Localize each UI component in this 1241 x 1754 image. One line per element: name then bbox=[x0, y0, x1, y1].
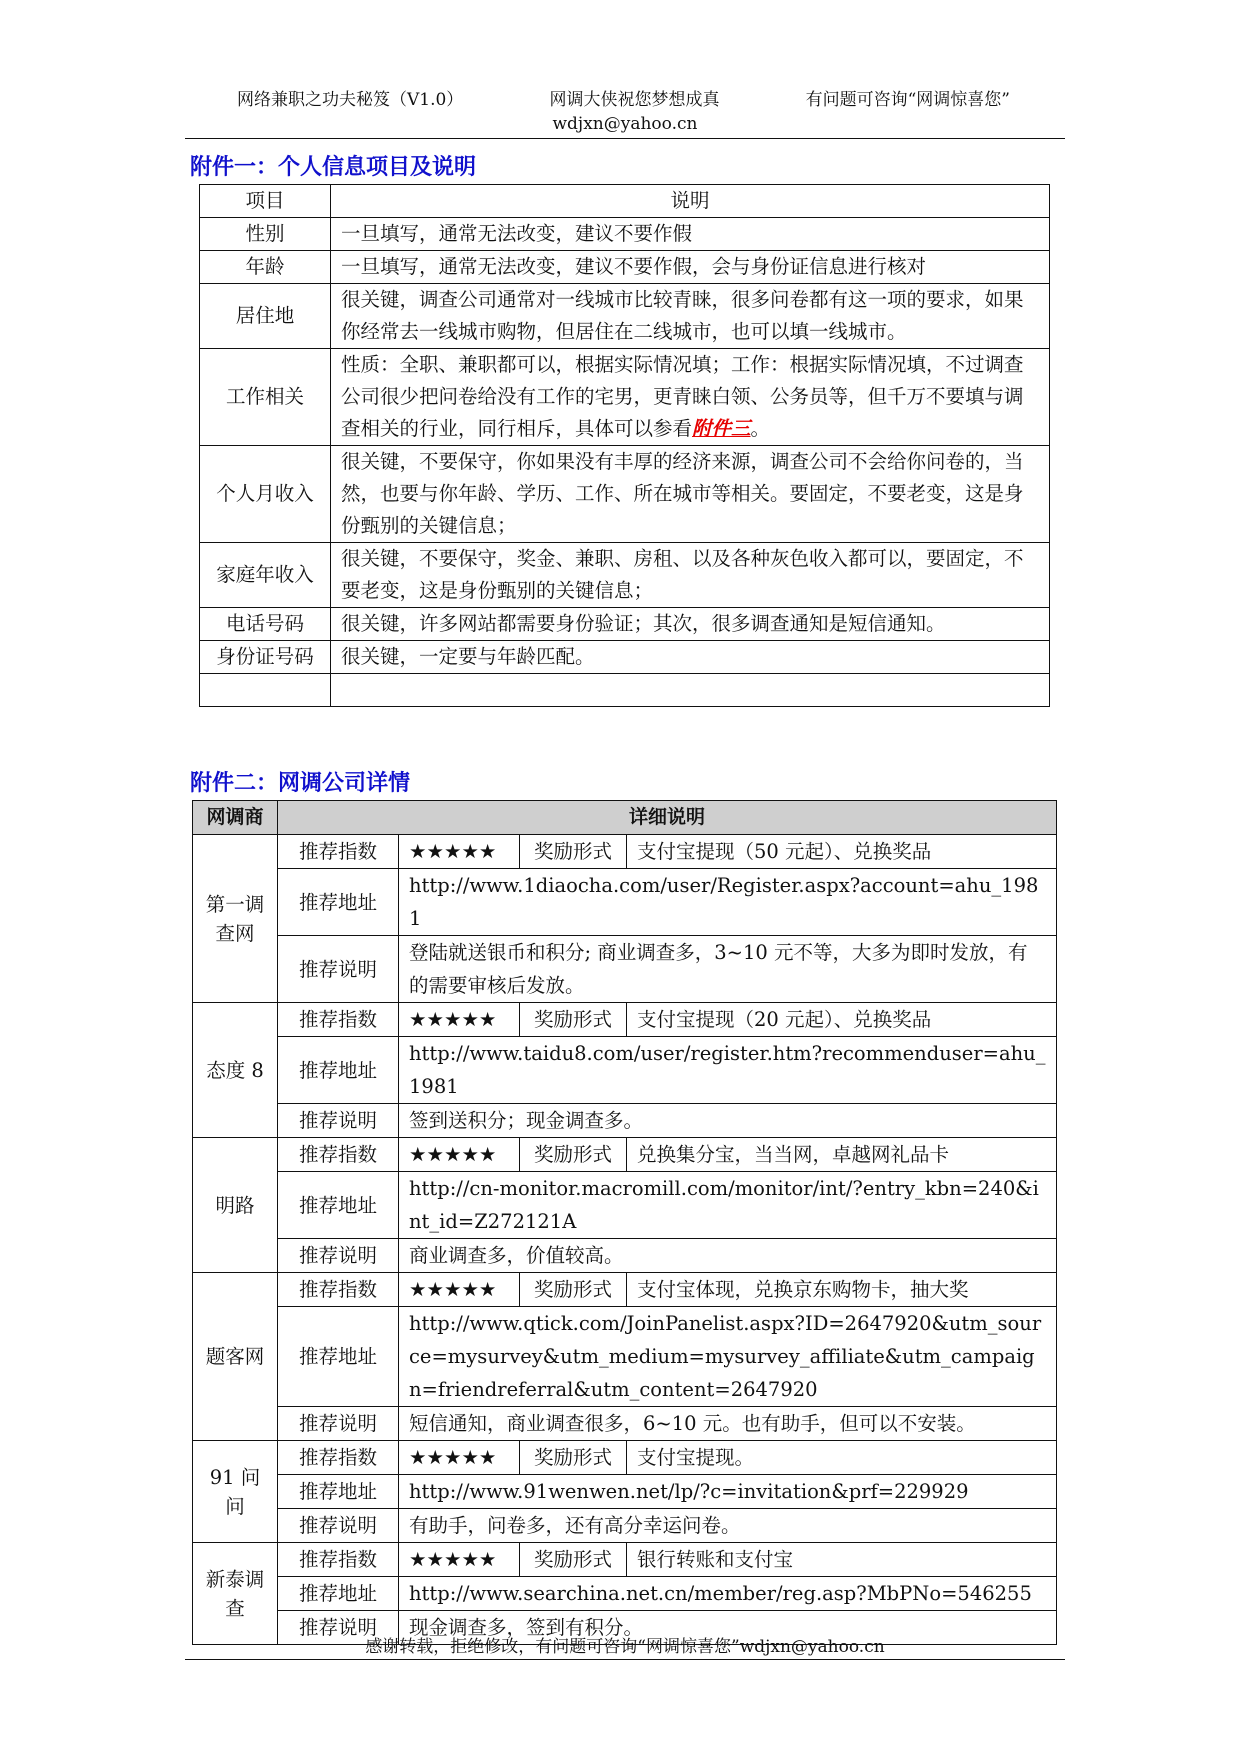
label-note: 推荐说明 bbox=[278, 1611, 399, 1645]
reward-type: 兑换集分宝，当当网，卓越网礼品卡 bbox=[627, 1138, 1057, 1172]
row-desc: 很关键，许多网站都需要身份验证；其次，很多调查通知是短信通知。 bbox=[331, 608, 1050, 641]
reward-type: 支付宝提现（20 元起）、兑换奖品 bbox=[627, 1003, 1057, 1037]
label-note: 推荐说明 bbox=[278, 1239, 399, 1273]
vendor-url[interactable]: http://www.searchina.net.cn/member/reg.asp?MbPNo=546255 bbox=[399, 1577, 1057, 1611]
vendor-rating-row bbox=[193, 835, 1057, 869]
label-url: 推荐地址 bbox=[278, 1307, 399, 1407]
label-note: 推荐说明 bbox=[278, 1509, 399, 1543]
vendor-url[interactable]: http://cn-monitor.macromill.com/monitor/int/?entry_kbn=240&int_id=Z272121A bbox=[399, 1172, 1057, 1239]
vendor-url-row bbox=[193, 1037, 1057, 1104]
vendor-note-row bbox=[193, 1509, 1057, 1543]
section1-title: 附件一：个人信息项目及说明 bbox=[190, 155, 477, 180]
col-desc-header: 说明 bbox=[331, 185, 1050, 218]
table-row bbox=[200, 251, 1050, 284]
label-url: 推荐地址 bbox=[278, 1037, 399, 1104]
vendor-rating-row bbox=[193, 1138, 1057, 1172]
table-header-row bbox=[200, 185, 1050, 218]
row-desc: 很关键，不要保守，你如果没有丰厚的经济来源，调查公司不会给你问卷的，当然，也要与你年龄、学历、工作、所在城市等相关。要固定，不要老变，这是身份甄别的关键信息； bbox=[331, 446, 1050, 543]
table-row bbox=[200, 674, 1050, 707]
reward-type: 支付宝提现（50 元起）、兑换奖品 bbox=[627, 835, 1057, 869]
row-desc-tail: 。 bbox=[750, 417, 771, 440]
label-rating: 推荐指数 bbox=[278, 1138, 399, 1172]
vendor-url[interactable]: http://www.taidu8.com/user/register.htm?recommenduser=ahu_1981 bbox=[399, 1037, 1057, 1104]
vendor-note-row bbox=[193, 1407, 1057, 1441]
vendor-note: 有助手，问卷多，还有高分幸运问卷。 bbox=[399, 1509, 1057, 1543]
row-desc: 一旦填写，通常无法改变，建议不要作假，会与身份证信息进行核对 bbox=[331, 251, 1050, 284]
vendor-url-row bbox=[193, 1307, 1057, 1407]
label-rating: 推荐指数 bbox=[278, 1441, 399, 1475]
label-rating: 推荐指数 bbox=[278, 835, 399, 869]
header-right: 有问题可咨询“网调惊喜您” bbox=[805, 90, 1010, 110]
col-item-header: 项目 bbox=[200, 185, 331, 218]
vendor-note: 商业调查多，价值较高。 bbox=[399, 1239, 1057, 1273]
row-desc-text: 性质：全职、兼职都可以，根据实际情况填；工作：根据实际情况填，不过调查公司很少把问卷给没有工作的宅男，更青睐白领、公务员等，但千万不要填与调查相关的行业，同行相斥，具体可以参看 bbox=[341, 353, 1024, 440]
row-item: 工作相关 bbox=[200, 349, 331, 446]
star-rating: ★★★★★ bbox=[399, 1543, 520, 1577]
label-reward: 奖励形式 bbox=[520, 1003, 627, 1037]
label-url: 推荐地址 bbox=[278, 1172, 399, 1239]
table-row bbox=[200, 218, 1050, 251]
row-desc bbox=[331, 674, 1050, 707]
reward-type: 支付宝体现，兑换京东购物卡，抽大奖 bbox=[627, 1273, 1057, 1307]
vendor-note-row bbox=[193, 1104, 1057, 1138]
table-row bbox=[200, 446, 1050, 543]
label-note: 推荐说明 bbox=[278, 1104, 399, 1138]
vendor-url[interactable]: http://www.qtick.com/JoinPanelist.aspx?ID=2647920&utm_source=mysurvey&utm_medium=mysurvey_affiliate&utm_campaign=friendreferral&utm_content=2647920 bbox=[399, 1307, 1057, 1407]
vendor-rating-row bbox=[193, 1543, 1057, 1577]
vendor-rating-row bbox=[193, 1003, 1057, 1037]
header-email: wdjxn@yahoo.cn bbox=[552, 114, 698, 134]
row-desc: 很关键，不要保守，奖金、兼职、房租、以及各种灰色收入都可以，要固定，不要老变，这是身份甄别的关键信息； bbox=[331, 543, 1050, 608]
label-rating: 推荐指数 bbox=[278, 1003, 399, 1037]
label-url: 推荐地址 bbox=[278, 869, 399, 936]
vendor-url-row bbox=[193, 1172, 1057, 1239]
section2-title: 附件二：网调公司详情 bbox=[190, 771, 411, 796]
page-footer: 感谢转载，拒绝修改，有问题可咨询“网调惊喜您”wdjxn@yahoo.cn bbox=[365, 1637, 885, 1657]
table-row bbox=[200, 543, 1050, 608]
vendor-rating-row bbox=[193, 1441, 1057, 1475]
row-item: 电话号码 bbox=[200, 608, 331, 641]
vendor-url[interactable]: http://www.1diaocha.com/user/Register.aspx?account=ahu_1981 bbox=[399, 869, 1057, 936]
row-item: 性别 bbox=[200, 218, 331, 251]
table-row bbox=[200, 284, 1050, 349]
vendor-url-row bbox=[193, 1577, 1057, 1611]
row-desc: 一旦填写，通常无法改变，建议不要作假 bbox=[331, 218, 1050, 251]
label-reward: 奖励形式 bbox=[520, 1441, 627, 1475]
vendor-name: 新泰调查 bbox=[193, 1543, 278, 1645]
label-reward: 奖励形式 bbox=[520, 835, 627, 869]
vendor-url-row bbox=[193, 869, 1057, 936]
vendor-note: 登陆就送银币和积分; 商业调查多，3~10 元不等，大多为即时发放，有的需要审核后发放。 bbox=[399, 936, 1057, 1003]
table-row bbox=[200, 608, 1050, 641]
vendor-table bbox=[192, 800, 1057, 1645]
vendor-note: 短信通知，商业调查很多，6~10 元。也有助手，但可以不安装。 bbox=[399, 1407, 1057, 1441]
vendor-name: 91 问问 bbox=[193, 1441, 278, 1543]
header-middle: 网调大侠祝您梦想成真 bbox=[549, 90, 720, 110]
header-left: 网络兼职之功夫秘笈（V1.0） bbox=[237, 90, 464, 110]
table-header-row bbox=[193, 801, 1057, 835]
table-row bbox=[200, 349, 1050, 446]
label-reward: 奖励形式 bbox=[520, 1138, 627, 1172]
reward-type: 银行转账和支付宝 bbox=[627, 1543, 1057, 1577]
table-row bbox=[200, 641, 1050, 674]
label-reward: 奖励形式 bbox=[520, 1273, 627, 1307]
row-item: 年龄 bbox=[200, 251, 331, 284]
vendor-note: 签到送积分；现金调查多。 bbox=[399, 1104, 1057, 1138]
star-rating: ★★★★★ bbox=[399, 1273, 520, 1307]
vendor-name: 态度 8 bbox=[193, 1003, 278, 1138]
star-rating: ★★★★★ bbox=[399, 1138, 520, 1172]
star-rating: ★★★★★ bbox=[399, 1003, 520, 1037]
row-item: 身份证号码 bbox=[200, 641, 331, 674]
vendor-name: 明路 bbox=[193, 1138, 278, 1273]
vendor-url[interactable]: http://www.91wenwen.net/lp/?c=invitation&prf=229929 bbox=[399, 1475, 1057, 1509]
col-detail-header: 详细说明 bbox=[278, 801, 1057, 835]
vendor-note-row bbox=[193, 1239, 1057, 1273]
footer-divider bbox=[185, 1659, 1065, 1660]
personal-info-table bbox=[199, 184, 1050, 707]
reward-type: 支付宝提现。 bbox=[627, 1441, 1057, 1475]
row-desc: 很关键，调查公司通常对一线城市比较青睐，很多问卷都有这一项的要求，如果你经常去一线城市购物，但居住在二线城市，也可以填一线城市。 bbox=[331, 284, 1050, 349]
label-note: 推荐说明 bbox=[278, 1407, 399, 1441]
row-desc: 很关键，一定要与年龄匹配。 bbox=[331, 641, 1050, 674]
vendor-url-row bbox=[193, 1475, 1057, 1509]
row-item: 家庭年收入 bbox=[200, 543, 331, 608]
appendix3-link[interactable]: 附件三 bbox=[692, 417, 751, 440]
row-desc bbox=[331, 349, 1050, 446]
header-divider bbox=[185, 138, 1065, 139]
star-rating: ★★★★★ bbox=[399, 1441, 520, 1475]
label-note: 推荐说明 bbox=[278, 936, 399, 1003]
label-reward: 奖励形式 bbox=[520, 1543, 627, 1577]
col-vendor-header: 网调商 bbox=[193, 801, 278, 835]
row-item: 居住地 bbox=[200, 284, 331, 349]
label-rating: 推荐指数 bbox=[278, 1273, 399, 1307]
label-url: 推荐地址 bbox=[278, 1475, 399, 1509]
row-item bbox=[200, 674, 331, 707]
row-item: 个人月收入 bbox=[200, 446, 331, 543]
vendor-name: 第一调查网 bbox=[193, 835, 278, 1003]
vendor-note-row bbox=[193, 936, 1057, 1003]
vendor-name: 题客网 bbox=[193, 1273, 278, 1441]
vendor-rating-row bbox=[193, 1273, 1057, 1307]
vendor-note: 现金调查多，签到有积分。 bbox=[399, 1611, 1057, 1645]
label-rating: 推荐指数 bbox=[278, 1543, 399, 1577]
label-url: 推荐地址 bbox=[278, 1577, 399, 1611]
star-rating: ★★★★★ bbox=[399, 835, 520, 869]
page-header bbox=[185, 88, 1065, 136]
